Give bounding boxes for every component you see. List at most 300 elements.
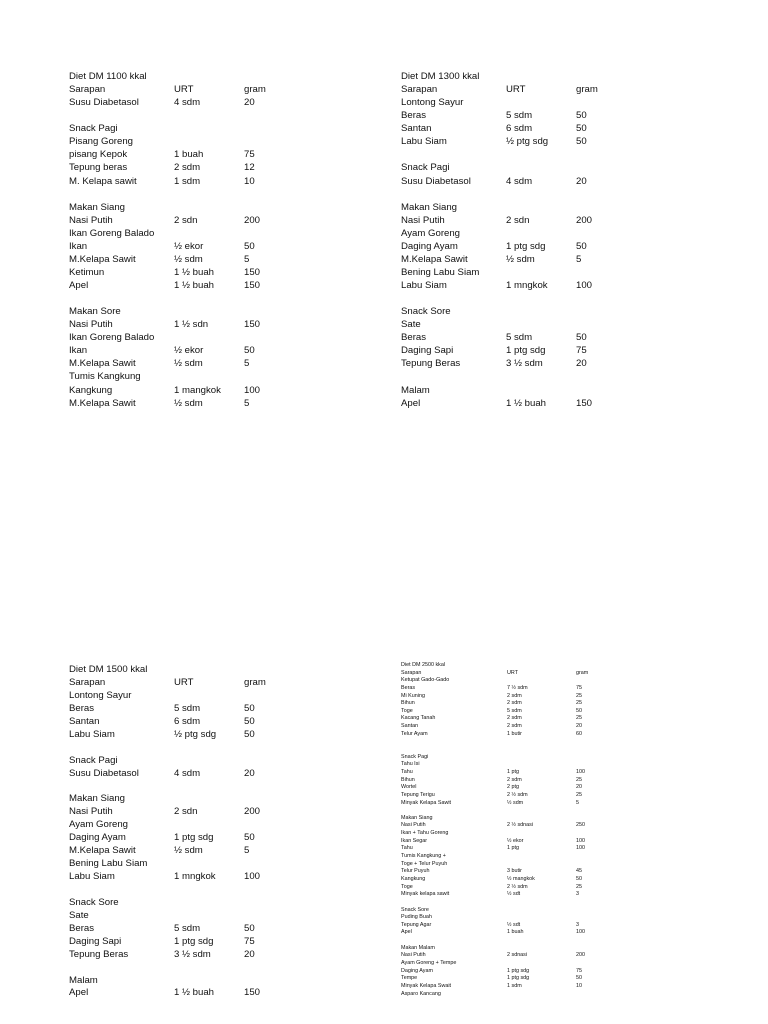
- item-name: M.Kelapa Sawit: [69, 845, 136, 857]
- item-urt: 5 sdm: [507, 707, 522, 714]
- item-name: Beras: [69, 702, 95, 714]
- menu-1300: [401, 70, 631, 410]
- item-name: Snack Sore: [401, 306, 451, 318]
- item-gram: 45: [576, 868, 582, 875]
- item-gram: 50: [576, 332, 587, 344]
- item-name: Diet DM 1100 kkal: [69, 71, 147, 82]
- item-gram: 5: [244, 397, 250, 409]
- item-name: Makan Siang: [401, 814, 433, 821]
- item-name: Nasi Putih: [401, 214, 445, 226]
- table-row: [69, 768, 299, 781]
- table-row: [401, 991, 631, 999]
- item-urt: 5 sdm: [506, 332, 533, 344]
- item-urt: 1 ½ sdn: [174, 319, 209, 331]
- table-row: [69, 949, 299, 962]
- item-urt: 2 sdm: [507, 715, 522, 722]
- table-row: [401, 838, 631, 846]
- item-name: Makan Malam: [401, 944, 435, 951]
- table-row: [401, 708, 631, 716]
- table-row: [401, 891, 631, 899]
- item-name: Ayam Goreng: [401, 227, 461, 239]
- item-gram: gram: [244, 84, 266, 96]
- item-urt: 7 ½ sdm: [507, 684, 528, 691]
- item-name: Nasi Putih: [69, 214, 113, 226]
- table-row: [401, 318, 631, 331]
- item-urt: 2 sdn: [174, 214, 198, 226]
- table-row: [401, 929, 631, 937]
- item-name: pisang Kepok: [69, 149, 128, 161]
- item-urt: 1 ptg sdg: [174, 832, 214, 844]
- item-urt: 1 sdm: [507, 982, 522, 989]
- item-urt: 2 sdnasi: [507, 952, 528, 959]
- item-name: Susu Diabetasol: [401, 175, 471, 187]
- table-row: [69, 253, 299, 266]
- table-row: [401, 344, 631, 357]
- item-urt: 3 ½ sdm: [174, 948, 211, 960]
- table-row: [69, 871, 299, 884]
- item-urt: ½ sdm: [507, 799, 524, 806]
- item-name: Tepung Beras: [69, 948, 129, 960]
- item-gram: 25: [576, 692, 582, 699]
- item-name: Snack Pagi: [401, 162, 450, 174]
- item-gram: 20: [244, 97, 255, 109]
- item-name: Ikan Goreng Balado: [69, 227, 155, 239]
- item-name: Asparo Kancang: [401, 990, 441, 997]
- item-gram: 50: [244, 922, 255, 934]
- item-name: Sate: [69, 909, 89, 921]
- table-row: [69, 819, 299, 832]
- item-urt: 3 butir: [507, 868, 522, 875]
- item-name: Makan Siang: [401, 201, 457, 213]
- item-urt: 1 sdm: [174, 175, 201, 187]
- item-gram: 200: [576, 952, 585, 959]
- item-gram: 50: [576, 110, 587, 122]
- table-row: [401, 253, 631, 266]
- table-row: [401, 983, 631, 991]
- item-gram: 25: [576, 883, 582, 890]
- table-row: [69, 175, 299, 188]
- item-name: M.Kelapa Sawit: [69, 253, 136, 265]
- item-name: Daging Ayam: [401, 967, 433, 974]
- table-row: [401, 792, 631, 800]
- table-row: [401, 693, 631, 701]
- item-gram: 75: [244, 149, 255, 161]
- item-urt: 1 mngkok: [174, 871, 216, 882]
- item-gram: 20: [244, 767, 255, 779]
- item-name: Toge: [401, 707, 413, 714]
- item-name: Ayam Goreng + Tempe: [401, 959, 457, 966]
- item-name: Labu Siam: [69, 871, 115, 882]
- table-row: [401, 845, 631, 853]
- table-row: [401, 175, 631, 188]
- item-name: Minyak Kelapa Swait: [401, 982, 452, 989]
- table-row: [69, 227, 299, 240]
- item-name: Snack Pagi: [401, 753, 429, 760]
- item-name: Daging Ayam: [401, 240, 458, 252]
- item-name: Malam: [401, 384, 430, 396]
- item-gram: 25: [576, 715, 582, 722]
- item-name: Toge + Telur Puyuh: [401, 860, 448, 867]
- table-row: [401, 397, 631, 410]
- table-row: [401, 754, 631, 762]
- item-urt: 6 sdm: [174, 715, 201, 727]
- item-gram: 50: [576, 136, 587, 148]
- item-gram: 150: [244, 319, 261, 331]
- table-row: [69, 742, 299, 755]
- table-row: [401, 292, 631, 305]
- item-gram: 50: [576, 975, 582, 982]
- item-gram: 250: [576, 822, 585, 829]
- item-name: Nasi Putih: [69, 806, 113, 818]
- table-row: [401, 715, 631, 723]
- item-gram: 150: [244, 280, 261, 291]
- table-row: [401, 83, 631, 96]
- item-name: Tumis Kangkung +: [401, 853, 446, 860]
- table-row: [401, 899, 631, 907]
- item-urt: ½ ekor: [174, 345, 204, 357]
- item-name: Kacang Tanah: [401, 715, 436, 722]
- item-gram: gram: [576, 84, 598, 96]
- table-row: [401, 876, 631, 884]
- item-gram: 75: [244, 935, 255, 947]
- item-name: Makan Siang: [69, 793, 125, 805]
- table-row: [401, 662, 631, 670]
- table-row: [401, 161, 631, 174]
- table-row: [69, 148, 299, 161]
- item-name: M. Kelapa sawit: [69, 175, 137, 187]
- item-name: Tempe: [401, 975, 418, 982]
- item-name: Apel: [401, 397, 421, 409]
- table-row: [69, 962, 299, 975]
- table-row: [401, 868, 631, 876]
- table-row: [69, 397, 299, 410]
- table-row: [69, 70, 299, 83]
- item-urt: ½ ptg sdg: [506, 136, 549, 148]
- item-name: Santan: [401, 723, 419, 730]
- item-name: Labu Siam: [401, 136, 447, 148]
- item-gram: 5: [244, 845, 250, 857]
- item-name: Snack Sore: [69, 896, 119, 908]
- item-urt: URT: [507, 669, 518, 676]
- table-row: [401, 761, 631, 769]
- item-name: Snack Pagi: [69, 754, 118, 766]
- item-gram: 5: [576, 253, 582, 265]
- item-urt: 1 ptg sdg: [507, 975, 530, 982]
- item-urt: 4 sdm: [174, 97, 201, 109]
- item-gram: 150: [244, 987, 261, 999]
- item-gram: 200: [244, 806, 261, 818]
- item-name: Apel: [69, 987, 89, 999]
- item-name: Telur Puyuh: [401, 868, 430, 875]
- item-gram: 50: [244, 240, 255, 252]
- item-gram: 50: [244, 832, 255, 844]
- table-row: [401, 677, 631, 685]
- table-row: [401, 279, 631, 292]
- table-row: [69, 266, 299, 279]
- table-row: [401, 907, 631, 915]
- item-name: Sarapan: [401, 669, 422, 676]
- table-row: [401, 769, 631, 777]
- item-gram: 20: [576, 358, 587, 370]
- item-urt: 1 ptg: [507, 768, 519, 775]
- item-urt: 6 sdm: [506, 123, 533, 135]
- item-name: Diet DM 2500 kkal: [401, 662, 446, 668]
- table-row: [401, 305, 631, 318]
- table-row: [401, 201, 631, 214]
- item-gram: 150: [576, 397, 593, 409]
- item-name: Beras: [401, 110, 427, 122]
- menu-2500: [401, 662, 631, 998]
- table-row: [401, 670, 631, 678]
- table-row: [401, 807, 631, 815]
- table-row: [69, 858, 299, 871]
- item-name: Tepung Agar: [401, 921, 432, 928]
- item-name: Sarapan: [69, 84, 106, 96]
- table-row: [69, 83, 299, 96]
- item-name: Kangkung: [69, 384, 113, 396]
- item-name: Makan Siang: [69, 201, 125, 213]
- table-row: [401, 861, 631, 869]
- item-urt: 2 sdn: [506, 214, 530, 226]
- item-name: Telur Ayam: [401, 730, 428, 737]
- table-row: [69, 832, 299, 845]
- item-name: Ikan Segar: [401, 837, 428, 844]
- item-urt: 2 ½ sdnasi: [507, 822, 534, 829]
- item-gram: 50: [576, 875, 582, 882]
- item-name: Ikan: [69, 345, 88, 357]
- item-urt: 1 mangkok: [174, 384, 221, 396]
- item-urt: URT: [174, 676, 194, 688]
- table-row: [69, 716, 299, 729]
- table-row: [69, 884, 299, 897]
- item-name: Beras: [401, 332, 427, 344]
- item-name: Nasi Putih: [401, 952, 426, 959]
- table-row: [69, 331, 299, 344]
- table-row: [401, 800, 631, 808]
- item-name: Tumis Kangkung: [69, 371, 141, 383]
- item-name: Wortel: [401, 784, 417, 791]
- table-row: [401, 960, 631, 968]
- item-gram: 100: [576, 768, 585, 775]
- item-gram: 5: [576, 799, 579, 806]
- item-name: Labu Siam: [401, 280, 447, 291]
- item-name: Daging Sapi: [401, 345, 454, 357]
- item-gram: 10: [244, 175, 255, 187]
- item-urt: ½ sdt: [507, 891, 521, 898]
- table-row: [69, 793, 299, 806]
- item-name: Labu Siam: [69, 728, 115, 740]
- table-row: [401, 109, 631, 122]
- item-name: Snack Pagi: [69, 123, 118, 135]
- item-name: Bihun: [401, 700, 415, 707]
- item-urt: 1 ½ buah: [174, 266, 215, 278]
- item-urt: ½ ptg sdg: [174, 728, 217, 740]
- item-name: Kangkung: [401, 875, 426, 882]
- table-row: [69, 987, 299, 1000]
- item-name: Minyak Kelapa Sawit: [401, 799, 452, 806]
- table-row: [401, 968, 631, 976]
- item-name: Toge: [401, 883, 413, 890]
- item-urt: 4 sdm: [506, 175, 533, 187]
- table-row: [69, 188, 299, 201]
- item-gram: 50: [244, 345, 255, 357]
- menu-1100: [69, 70, 299, 410]
- item-name: Tahu: [401, 768, 413, 775]
- item-name: Tepung Beras: [401, 358, 461, 370]
- table-row: [401, 122, 631, 135]
- item-name: Ikan: [69, 240, 88, 252]
- item-name: Tepung beras: [69, 162, 128, 174]
- item-urt: 5 sdm: [506, 110, 533, 122]
- item-name: Lontong Sayur: [401, 97, 464, 109]
- item-gram: 50: [576, 123, 587, 135]
- table-row: [401, 952, 631, 960]
- item-name: Diet DM 1300 kkal: [401, 71, 480, 82]
- table-row: [69, 344, 299, 357]
- menu-1500: [69, 664, 299, 1000]
- table-row: [69, 384, 299, 397]
- table-row: [69, 923, 299, 936]
- item-gram: 5: [244, 253, 250, 265]
- item-urt: ½ sdm: [506, 253, 535, 265]
- item-gram: 3: [576, 921, 579, 928]
- item-urt: 1 ptg sdg: [506, 345, 546, 357]
- item-name: Beras: [69, 922, 95, 934]
- item-name: Sarapan: [401, 84, 438, 96]
- item-urt: 5 sdm: [174, 702, 201, 714]
- item-urt: 1 ½ buah: [174, 280, 215, 291]
- item-urt: 2 ½ sdm: [507, 883, 528, 890]
- item-name: Minyak kelapa sawit: [401, 891, 450, 898]
- table-row: [69, 664, 299, 677]
- item-gram: 25: [576, 776, 582, 783]
- item-name: Nasi Putih: [401, 822, 426, 829]
- item-name: Sarapan: [69, 676, 106, 688]
- item-urt: 1 ptg: [507, 845, 519, 852]
- table-row: [401, 331, 631, 344]
- table-row: [401, 914, 631, 922]
- table-row: [401, 700, 631, 708]
- table-row: [69, 279, 299, 292]
- table-row: [69, 96, 299, 109]
- item-gram: 75: [576, 967, 582, 974]
- table-row: [69, 910, 299, 923]
- item-urt: 2 ½ sdm: [507, 791, 528, 798]
- table-row: [401, 357, 631, 370]
- table-row: [401, 723, 631, 731]
- item-urt: ½ sdm: [174, 845, 203, 857]
- item-name: Daging Sapi: [69, 935, 122, 947]
- table-row: [401, 975, 631, 983]
- item-gram: 10: [576, 982, 582, 989]
- table-row: [401, 746, 631, 754]
- table-row: [69, 729, 299, 742]
- table-row: [401, 853, 631, 861]
- item-name: Tahu Isi: [401, 761, 420, 768]
- item-name: Mi Kuning: [401, 692, 425, 699]
- item-gram: 100: [576, 837, 585, 844]
- item-name: M.Kelapa Sawit: [401, 253, 468, 265]
- table-row: [69, 780, 299, 793]
- table-row: [69, 845, 299, 858]
- item-urt: 2 ptg: [507, 784, 519, 791]
- item-gram: 20: [244, 948, 255, 960]
- item-gram: 20: [576, 723, 582, 730]
- item-gram: gram: [244, 676, 266, 688]
- item-gram: 60: [576, 730, 582, 737]
- item-gram: 150: [244, 266, 261, 278]
- item-name: Bihun: [401, 776, 415, 783]
- table-row: [401, 227, 631, 240]
- item-name: Tahu: [401, 845, 413, 852]
- item-name: M.Kelapa Sawit: [69, 397, 136, 409]
- item-urt: 2 sdm: [507, 776, 522, 783]
- table-row: [69, 755, 299, 768]
- item-urt: 2 sdm: [507, 692, 522, 699]
- table-row: [401, 922, 631, 930]
- item-urt: 1 ptg sdg: [174, 935, 214, 947]
- item-name: Ikan + Tahu Goreng: [401, 830, 449, 837]
- table-row: [401, 830, 631, 838]
- table-row: [401, 945, 631, 953]
- table-row: [401, 937, 631, 945]
- table-row: [69, 109, 299, 122]
- item-name: Sate: [401, 319, 421, 331]
- table-row: [69, 703, 299, 716]
- table-row: [401, 777, 631, 785]
- item-gram: 100: [576, 929, 585, 936]
- table-row: [401, 70, 631, 83]
- table-row: [69, 292, 299, 305]
- item-urt: ½ sdm: [174, 358, 203, 370]
- item-urt: ½ ekor: [174, 240, 204, 252]
- table-row: [69, 690, 299, 703]
- table-row: [69, 975, 299, 988]
- item-urt: 1 mngkok: [506, 280, 548, 291]
- item-name: Santan: [69, 715, 100, 727]
- item-name: Diet DM 1500 kkal: [69, 664, 148, 675]
- item-urt: 2 sdm: [174, 162, 201, 174]
- item-urt: 1 buah: [507, 929, 524, 936]
- table-row: [69, 201, 299, 214]
- table-row: [401, 135, 631, 148]
- item-urt: 1 ptg sdg: [507, 967, 530, 974]
- item-gram: 20: [576, 784, 582, 791]
- item-gram: 100: [576, 845, 585, 852]
- item-name: Lontong Sayur: [69, 689, 132, 701]
- table-row: [69, 357, 299, 370]
- item-urt: 2 sdm: [507, 700, 522, 707]
- item-name: Bening Labu Siam: [401, 266, 480, 278]
- table-row: [69, 135, 299, 148]
- table-row: [401, 370, 631, 383]
- item-name: Beras: [401, 684, 416, 691]
- item-name: Makan Sore: [69, 306, 121, 318]
- table-row: [401, 96, 631, 109]
- item-name: Bening Labu Siam: [69, 858, 148, 870]
- item-gram: 50: [576, 240, 587, 252]
- item-gram: 75: [576, 345, 587, 357]
- table-row: [401, 188, 631, 201]
- item-urt: ½ sdt: [507, 921, 521, 928]
- item-name: Tepung Terigu: [401, 791, 435, 798]
- item-gram: 12: [244, 162, 255, 174]
- table-row: [401, 738, 631, 746]
- item-name: Apel: [401, 929, 412, 936]
- item-urt: 5 sdm: [174, 922, 201, 934]
- table-row: [401, 266, 631, 279]
- table-row: [401, 784, 631, 792]
